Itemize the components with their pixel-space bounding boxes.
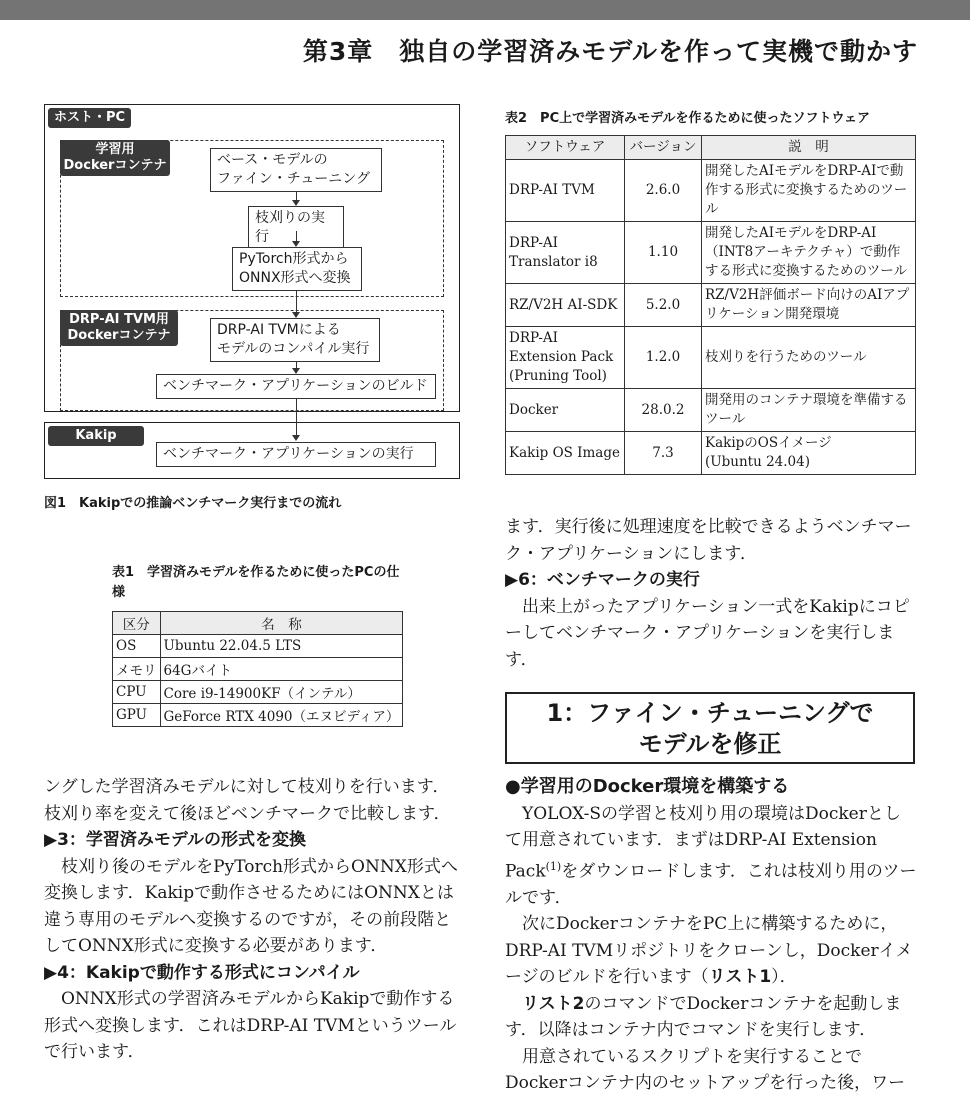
table-cell: CPU bbox=[113, 681, 161, 704]
paragraph: ます．実行後に処理速度を比較できるようベンチマーク・アプリケーションにします． bbox=[505, 517, 912, 564]
table-cell: DRP-AI Translator i8 bbox=[506, 222, 625, 284]
paragraph-text: YOLOX-Sの学習と枝刈り用の環境はDockerとして用意されています．まずはDRP-AI Extension Pack bbox=[505, 803, 901, 882]
table-cell: 開発したAIモデルをDRP-AIで動作する形式に変換するためのツール bbox=[702, 160, 916, 222]
tvm-container-label bbox=[60, 310, 178, 346]
heading-step-3: ▶3：学習済みモデルの形式を変換 bbox=[44, 830, 307, 850]
left-column-text bbox=[44, 774, 460, 1066]
table-cell: GeForce RTX 4090（エヌビディア） bbox=[160, 704, 403, 727]
table-header: 説 明 bbox=[702, 136, 916, 160]
heading-step-4: ▶4：Kakipで動作する形式にコンパイル bbox=[44, 962, 360, 983]
right-column-lower-text bbox=[505, 774, 917, 1097]
table-header-row bbox=[113, 612, 403, 635]
table-cell: 5.2.0 bbox=[625, 284, 702, 327]
table-row bbox=[506, 284, 916, 327]
paragraph: ングした学習済みモデルに対して枝刈りを行います．枝刈り率を変えて後ほどベンチマークで比較します． bbox=[44, 777, 451, 824]
table-row bbox=[506, 222, 916, 284]
table-row bbox=[113, 635, 403, 658]
tvm-label-line2: Dockerコンテナ bbox=[67, 328, 171, 343]
paragraph bbox=[505, 991, 917, 1044]
table-header: ソフトウェア bbox=[506, 136, 625, 160]
right-column-upper-text bbox=[505, 514, 917, 673]
paragraph bbox=[505, 911, 917, 991]
table-cell: 1.2.0 bbox=[625, 327, 702, 389]
table-cell: Docker bbox=[506, 389, 625, 432]
table-row bbox=[113, 658, 403, 681]
table-1-caption: 表1 学習済みモデルを作るために使ったPCの仕様 bbox=[112, 565, 400, 600]
table-row bbox=[506, 389, 916, 432]
paragraph: 用意されているスクリプトを実行することでDockerコンテナ内のセットアップを行った後，ワー bbox=[505, 1046, 906, 1094]
table-cell: 7.3 bbox=[625, 432, 702, 475]
table-cell: RZ/V2H評価ボード向けのAIアプリケーション開発環境 bbox=[702, 284, 916, 327]
table-row bbox=[506, 327, 916, 389]
host-pc-label: ホスト・PC bbox=[48, 108, 131, 128]
figure-1-caption: 図1 Kakipでの推論ベンチマーク実行までの流れ bbox=[44, 496, 342, 511]
table-cell: Kakip OS Image bbox=[506, 432, 625, 475]
step-compile: DRP-AI TVMによる モデルのコンパイル実行 bbox=[210, 318, 380, 362]
table-2 bbox=[505, 135, 916, 475]
paragraph: ONNX形式の学習済みモデルからKakipで動作する形式へ変換します．これはDRP-AI TVMというツールで行います． bbox=[44, 989, 457, 1062]
learning-label-line1: 学習用 bbox=[95, 142, 135, 157]
table-row bbox=[506, 432, 916, 475]
table-cell: 64Gバイト bbox=[160, 658, 403, 681]
table-header-row bbox=[506, 136, 916, 160]
reference-marker: (1) bbox=[545, 859, 562, 873]
table-2-caption: 表2 PC上で学習済みモデルを作るために使ったソフトウェア bbox=[505, 111, 870, 126]
table-cell: DRP-AI TVM bbox=[506, 160, 625, 222]
table-cell: 1.10 bbox=[625, 222, 702, 284]
paragraph: 枝刈り後のモデルをPyTorch形式からONNX形式へ変換します．Kakipで動作させるためにはONNXとは違う専用のモデルへ変換するのですが，その前段階としてONNX形式に変換する必要があります． bbox=[44, 856, 458, 956]
table-header: 名 称 bbox=[160, 612, 403, 635]
paragraph-text: のコマンドでDockerコンテナを起動します．以降はコンテナ内でコマンドを実行します． bbox=[505, 993, 902, 1041]
paragraph: 出来上がったアプリケーション一式をKakipにコピーしてベンチマーク・アプリケーションを実行します． bbox=[505, 596, 910, 670]
step-run-benchmark: ベンチマーク・アプリケーションの実行 bbox=[156, 442, 436, 467]
section-title-line1: 1：ファイン・チューニングで bbox=[546, 699, 874, 727]
paragraph-text: ）． bbox=[771, 967, 797, 988]
table-cell: 開発用のコンテナ環境を準備するツール bbox=[702, 389, 916, 432]
arrow-1 bbox=[296, 192, 297, 200]
table-header: バージョン bbox=[625, 136, 702, 160]
table-cell: 開発したAIモデルをDRP-AI（INT8アーキテクチャ）で動作する形式に変換するためのツール bbox=[702, 222, 916, 284]
chapter-title: 第3章 独自の学習済みモデルを作って実機で動かす bbox=[302, 37, 918, 66]
table-header: 区分 bbox=[113, 612, 161, 635]
table-cell: DRP-AI Extension Pack (Pruning Tool) bbox=[506, 327, 625, 389]
subsection-heading: ●学習用のDocker環境を構築する bbox=[505, 776, 790, 797]
listing-ref: リスト2 bbox=[522, 993, 585, 1014]
table-cell: GPU bbox=[113, 704, 161, 727]
step-build-benchmark: ベンチマーク・アプリケーションのビルド bbox=[156, 374, 436, 399]
table-cell: 枝刈りを行うためのツール bbox=[702, 327, 916, 389]
table-cell: KakipのOSイメージ (Ubuntu 24.04) bbox=[702, 432, 916, 475]
section-heading-box bbox=[505, 692, 915, 764]
arrow-2 bbox=[296, 231, 297, 241]
arrow-5-head bbox=[292, 435, 300, 441]
paragraph-text: 次にDockerコンテナをPC上に構築するために，DRP-AI TVMリポジトリをクローンし，Dockerイメージのビルドを行います（ bbox=[505, 914, 913, 988]
step-onnx-convert: PyTorch形式から ONNX形式へ変換 bbox=[232, 247, 362, 291]
learning-container-label bbox=[60, 140, 170, 176]
kakip-label: Kakip bbox=[48, 426, 144, 446]
table-cell: 28.0.2 bbox=[625, 389, 702, 432]
table-row bbox=[113, 704, 403, 727]
header-bar bbox=[0, 0, 970, 20]
table-row bbox=[113, 681, 403, 704]
tvm-label-line1: DRP-AI TVM用 bbox=[69, 312, 169, 327]
table-1 bbox=[112, 611, 403, 727]
step-pruning: 枝刈りの実行 bbox=[248, 206, 344, 250]
learning-label-line2: Dockerコンテナ bbox=[63, 158, 167, 173]
table-cell: メモリ bbox=[113, 658, 161, 681]
paragraph bbox=[505, 801, 917, 912]
figure-1 bbox=[44, 104, 460, 482]
table-cell: Ubuntu 22.04.5 LTS bbox=[160, 635, 403, 658]
table-cell: Core i9-14900KF（インテル） bbox=[160, 681, 403, 704]
arrow-3 bbox=[296, 290, 297, 312]
table-row bbox=[506, 160, 916, 222]
heading-step-6: ▶6：ベンチマークの実行 bbox=[505, 570, 700, 590]
step-finetune: ベース・モデルの ファイン・チューニング bbox=[210, 148, 382, 192]
section-title-line2: モデルを修正 bbox=[638, 730, 782, 758]
arrow-5 bbox=[296, 399, 297, 435]
paragraph-text: をダウンロードします．これは枝刈り用のツールです． bbox=[505, 861, 917, 908]
table-cell: 2.6.0 bbox=[625, 160, 702, 222]
table-cell: RZ/V2H AI-SDK bbox=[506, 284, 625, 327]
listing-ref: リスト1 bbox=[708, 967, 772, 988]
table-cell: OS bbox=[113, 635, 161, 658]
